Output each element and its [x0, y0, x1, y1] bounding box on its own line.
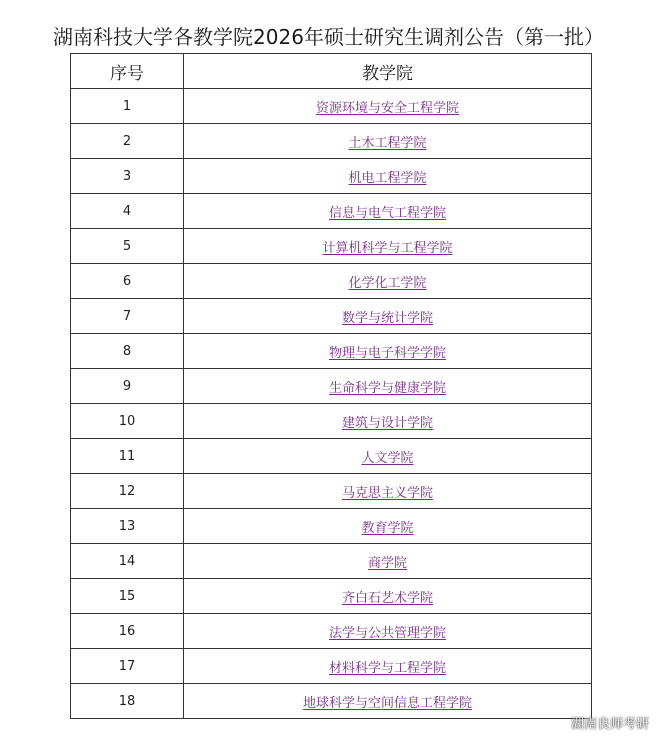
row-index: 13 [71, 509, 184, 544]
row-index: 7 [71, 299, 184, 334]
row-index: 3 [71, 159, 184, 194]
table-row [71, 124, 592, 159]
row-college [184, 614, 592, 649]
college-table [70, 53, 592, 719]
row-college [184, 509, 592, 544]
watermark: 湖南良师考研 [570, 717, 649, 732]
college-link[interactable]: 齐白石艺术学院 [341, 590, 433, 606]
college-link[interactable]: 数学与统计学院 [341, 310, 433, 326]
page-title: 湖南科技大学各教学院2026年硕士研究生调剂公告（第一批） [53, 25, 604, 49]
row-index: 8 [71, 334, 184, 369]
row-index: 17 [71, 649, 184, 684]
table-row [71, 229, 592, 264]
table-row [71, 579, 592, 614]
row-index: 15 [71, 579, 184, 614]
college-link[interactable]: 马克思主义学院 [341, 485, 433, 501]
row-index: 14 [71, 544, 184, 579]
table-row [71, 159, 592, 194]
row-college [184, 684, 592, 719]
college-link[interactable]: 地球科学与空间信息工程学院 [302, 695, 472, 711]
college-link[interactable]: 化学化工学院 [348, 275, 427, 291]
college-link[interactable]: 生命科学与健康学院 [328, 380, 446, 396]
row-index: 9 [71, 369, 184, 404]
college-link[interactable]: 信息与电气工程学院 [328, 205, 446, 221]
table-row [71, 439, 592, 474]
table-row [71, 614, 592, 649]
table-row [71, 194, 592, 229]
table-row [71, 299, 592, 334]
row-college [184, 404, 592, 439]
row-college [184, 159, 592, 194]
header-index: 序号 [71, 54, 184, 89]
header-college: 教学院 [184, 54, 592, 89]
table-row [71, 649, 592, 684]
college-link[interactable]: 法学与公共管理学院 [328, 625, 446, 641]
college-link[interactable]: 商学院 [367, 555, 407, 571]
row-index: 16 [71, 614, 184, 649]
row-index: 12 [71, 474, 184, 509]
table-row [71, 89, 592, 124]
college-link[interactable]: 机电工程学院 [348, 170, 427, 186]
row-index: 10 [71, 404, 184, 439]
table-row [71, 264, 592, 299]
college-link[interactable]: 资源环境与安全工程学院 [315, 100, 459, 116]
row-college [184, 334, 592, 369]
table-row [71, 544, 592, 579]
table-header-row [71, 54, 592, 89]
row-college [184, 474, 592, 509]
row-college [184, 579, 592, 614]
row-college [184, 229, 592, 264]
row-college [184, 194, 592, 229]
row-index: 1 [71, 89, 184, 124]
table-row [71, 369, 592, 404]
college-link[interactable]: 土木工程学院 [348, 135, 427, 151]
row-college [184, 649, 592, 684]
row-index: 4 [71, 194, 184, 229]
row-college [184, 439, 592, 474]
row-index: 5 [71, 229, 184, 264]
row-index: 18 [71, 684, 184, 719]
college-link[interactable]: 材料科学与工程学院 [328, 660, 446, 676]
row-college [184, 89, 592, 124]
table-row [71, 404, 592, 439]
table-row [71, 474, 592, 509]
table-row [71, 684, 592, 719]
college-link[interactable]: 物理与电子科学学院 [328, 345, 446, 361]
row-college [184, 124, 592, 159]
college-link[interactable]: 教育学院 [361, 520, 414, 536]
row-college [184, 369, 592, 404]
row-college [184, 264, 592, 299]
row-college [184, 544, 592, 579]
table-row [71, 334, 592, 369]
row-index: 11 [71, 439, 184, 474]
row-index: 6 [71, 264, 184, 299]
college-link[interactable]: 人文学院 [361, 450, 414, 466]
row-college [184, 299, 592, 334]
college-link[interactable]: 建筑与设计学院 [341, 415, 433, 431]
table-row [71, 509, 592, 544]
row-index: 2 [71, 124, 184, 159]
college-link[interactable]: 计算机科学与工程学院 [322, 240, 453, 256]
